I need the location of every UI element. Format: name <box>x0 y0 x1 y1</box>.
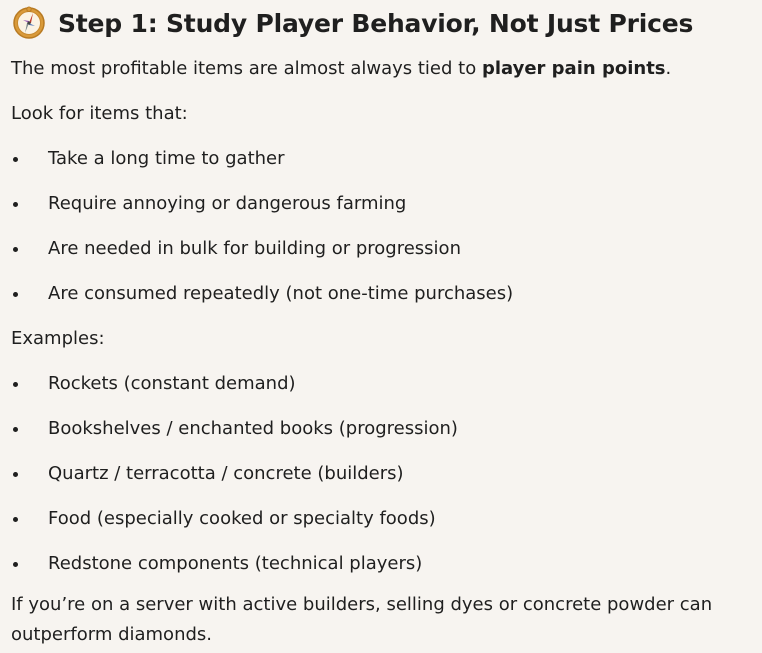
bullet-icon <box>13 292 18 297</box>
page-title: Step 1: Study Player Behavior, Not Just Prices <box>58 8 694 38</box>
list-item-text: Bookshelves / enchanted books (progression) <box>48 418 458 439</box>
section-heading <box>12 2 693 44</box>
bullet-icon <box>13 382 18 387</box>
look-for-label: Look for items that: <box>11 103 188 124</box>
intro-bold-text: player pain points <box>481 58 666 79</box>
bullet-icon <box>13 427 18 432</box>
list-item-text: Are needed in bulk for building or progression <box>48 238 461 259</box>
intro-text-after: . <box>665 58 672 79</box>
bullet-icon <box>13 517 18 522</box>
list-item-text: Redstone components (technical players) <box>48 553 423 574</box>
list-item-text: Require annoying or dangerous farming <box>48 193 407 214</box>
list-item <box>11 549 422 579</box>
list-item <box>11 144 285 174</box>
intro-paragraph <box>11 54 671 84</box>
list-item-text: Take a long time to gather <box>48 148 285 169</box>
list-item <box>11 234 461 264</box>
list-item <box>11 189 406 219</box>
list-item <box>11 459 404 489</box>
list-item-text: Food (especially cooked or specialty foods) <box>48 508 436 529</box>
list-item <box>11 414 458 444</box>
compass-icon <box>12 6 46 40</box>
list-item-text: Quartz / terracotta / concrete (builders) <box>48 463 404 484</box>
bullet-icon <box>13 562 18 567</box>
bullet-icon <box>13 157 18 162</box>
list-item <box>11 504 436 534</box>
list-item-text: Are consumed repeatedly (not one-time purchases) <box>48 283 514 304</box>
bullet-icon <box>13 247 18 252</box>
examples-label: Examples: <box>11 328 105 349</box>
list-item-text: Rockets (constant demand) <box>48 373 296 394</box>
closing-paragraph: If you’re on a server with active builders, selling dyes or concrete powder can outperform diamonds. <box>11 594 713 645</box>
bullet-icon <box>13 202 18 207</box>
list-item <box>11 369 296 399</box>
bullet-icon <box>13 472 18 477</box>
intro-text-before: The most profitable items are almost always tied to <box>11 58 482 79</box>
list-item <box>11 279 513 309</box>
